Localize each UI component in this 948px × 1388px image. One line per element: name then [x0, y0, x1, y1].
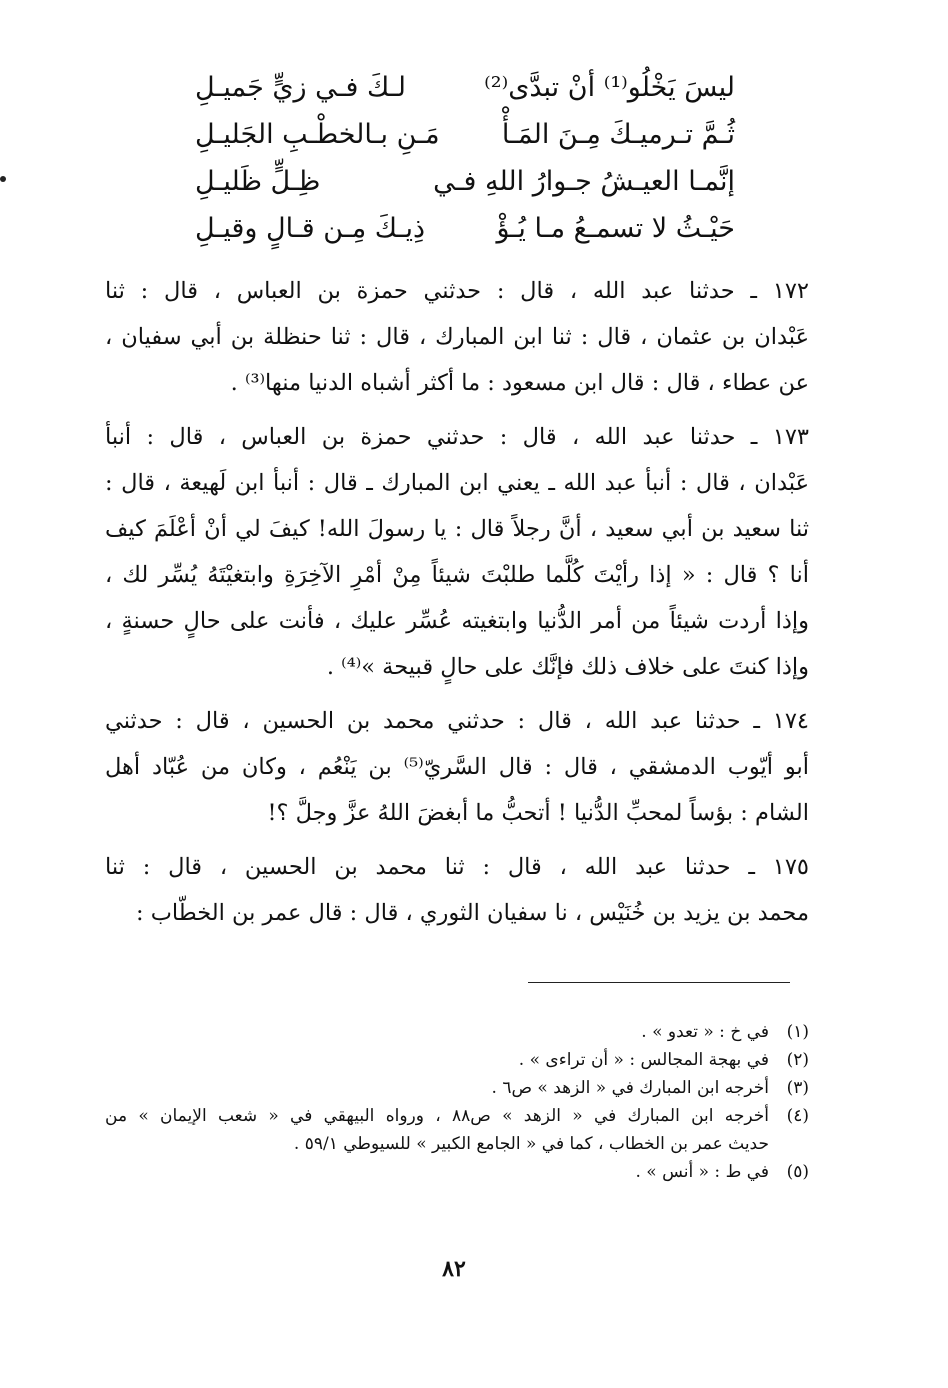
text-line: ١٧٤ ـ حدثنا عبد الله ، قال : حدثني محمد بن الحسين ، قال : حدثني: [105, 708, 809, 734]
verse-line: [195, 158, 735, 205]
text-line: عَبْدان بن عثمان ، قال : ثنا ابن المبارك ، قال : ثنا حنظلة بن أبي سفيان ،: [105, 324, 809, 350]
verse-first-hemistich: ليسَ يَخْلُو⁽¹⁾ أنْ تبدَّى⁽²⁾: [484, 72, 735, 103]
verse-line: [195, 205, 735, 252]
footnote-3: [105, 1074, 809, 1102]
footnote-number: (٥): [786, 1162, 809, 1182]
text-line: أنا ؟ قال : « إذا رأيْتَ كُلَّما طلبْتَ شيئاً مِنْ أمْرِ الآخِرَةِ وابتغيْتَهُ يُسِّر لك ،: [105, 562, 809, 588]
text-line: محمد بن يزيد بن خُنَيْس ، نا سفيان الثوري ، قال : قال عمر بن الخطّاب :: [135, 900, 809, 926]
footnote-number: (٣): [786, 1078, 809, 1098]
text-line: عَبْدان ، قال : أنبأ عبد الله ـ يعني ابن المبارك ـ قال : أنبأ ابن لَهيعة ، قال :: [105, 470, 809, 496]
verse-first-hemistich: حَيْـثُ لا تسمـعُ مـا يُـؤْ: [496, 213, 735, 244]
scan-mark: [0, 176, 6, 182]
footnote-number: (١): [786, 1022, 809, 1042]
narration-174: [105, 698, 809, 836]
verse-line: [195, 111, 735, 158]
narration-173: [105, 414, 809, 690]
footnote-number: (٢): [786, 1050, 809, 1070]
verse-line: [195, 64, 735, 111]
verse-first-hemistich: ثُـمَّ تـرميـكَ مِـنَ المَـأْ: [501, 119, 735, 150]
text-line: ١٧٢ ـ حدثنا عبد الله ، قال : حدثني حمزة بن العباس ، قال : ثنا: [105, 278, 809, 304]
verse-second-hemistich: مَـنِ بـالخطْـبِ الجَليـلِ: [195, 119, 440, 150]
text-line: وإذا أردت شيئاً من أمر الدُّنيا وابتغيته عُسِّر عليك ، فأنت على حالٍ حسنةٍ ،: [105, 608, 809, 634]
text-line: وإذا كنتَ على خلاف ذلك فإنَّك على حالٍ قبيحة »⁽⁴⁾ .: [326, 654, 809, 680]
footnote-4-continued: حديث عمر بن الخطاب ، كما في « الجامع الكبير » للسيوطي ٥٩/١ .: [293, 1134, 769, 1154]
verse-first-hemistich: إنَّمـا العيـشُ جـوارُ اللهِ فـي: [433, 166, 735, 197]
text-line: ١٧٣ ـ حدثنا عبد الله ، قال : حدثني حمزة بن العباس ، قال : أنبأ: [105, 424, 809, 450]
text-line: ثنا سعيد بن أبي سعيد ، أنَّ رجلاً قال : يا رسولَ الله! كيفَ لي أنْ أعْلَمَ كيف: [105, 516, 809, 542]
page-number: ٨٢: [442, 1256, 466, 1282]
footnote-text: أخرجه ابن المبارك في « الزهد » ص٨٨ ، ورواه البيهقي في « شعب الإيمان » من: [105, 1106, 769, 1126]
footnote-1: [105, 1018, 809, 1046]
footnote-text: في خ : « تعدو » .: [641, 1022, 769, 1042]
footnote-2: [105, 1046, 809, 1074]
narration-172: [105, 268, 809, 406]
text-line: أبو أيّوب الدمشقي ، قال : قال السَّريّ⁽⁵⁾ بن يَنْعُم ، وكان من عُبّاد أهل: [105, 754, 809, 780]
verse-second-hemistich: ظِـلٍّ ظَليـلِ: [195, 166, 321, 197]
footnote-text: في ط : « أنس » .: [635, 1162, 769, 1182]
footnote-text: في بهجة المجالس : « أن تراءى » .: [518, 1050, 769, 1070]
poem-verses: [195, 64, 735, 252]
footnote-4: [105, 1102, 809, 1130]
text-line: ١٧٥ ـ حدثنا عبد الله ، قال : ثنا محمد بن الحسين ، قال : ثنا: [105, 854, 809, 880]
footnote-number: (٤): [786, 1106, 809, 1126]
body-text: [105, 268, 809, 944]
footnote-text: أخرجه ابن المبارك في « الزهد » ص٦ .: [491, 1078, 769, 1098]
footnotes: [105, 1018, 809, 1186]
verse-second-hemistich: لـكَ فـي زيٍّ جَميـلِ: [195, 72, 406, 103]
narration-175: [105, 844, 809, 936]
footnote-separator: [528, 982, 790, 983]
verse-second-hemistich: ذِيـكَ مِـن قـالٍ وقيـلِ: [195, 213, 425, 244]
footnote-5: [105, 1158, 809, 1186]
text-line: الشام : بؤساً لمحبِّ الدُّنيا ! أتحبُّ ما أبغضَ اللهُ عزَّ وجلَّ ؟!: [267, 800, 809, 826]
text-line: عن عطاء ، قال : قال ابن مسعود : ما أكثر أشباه الدنيا منها⁽³⁾ .: [230, 370, 809, 396]
